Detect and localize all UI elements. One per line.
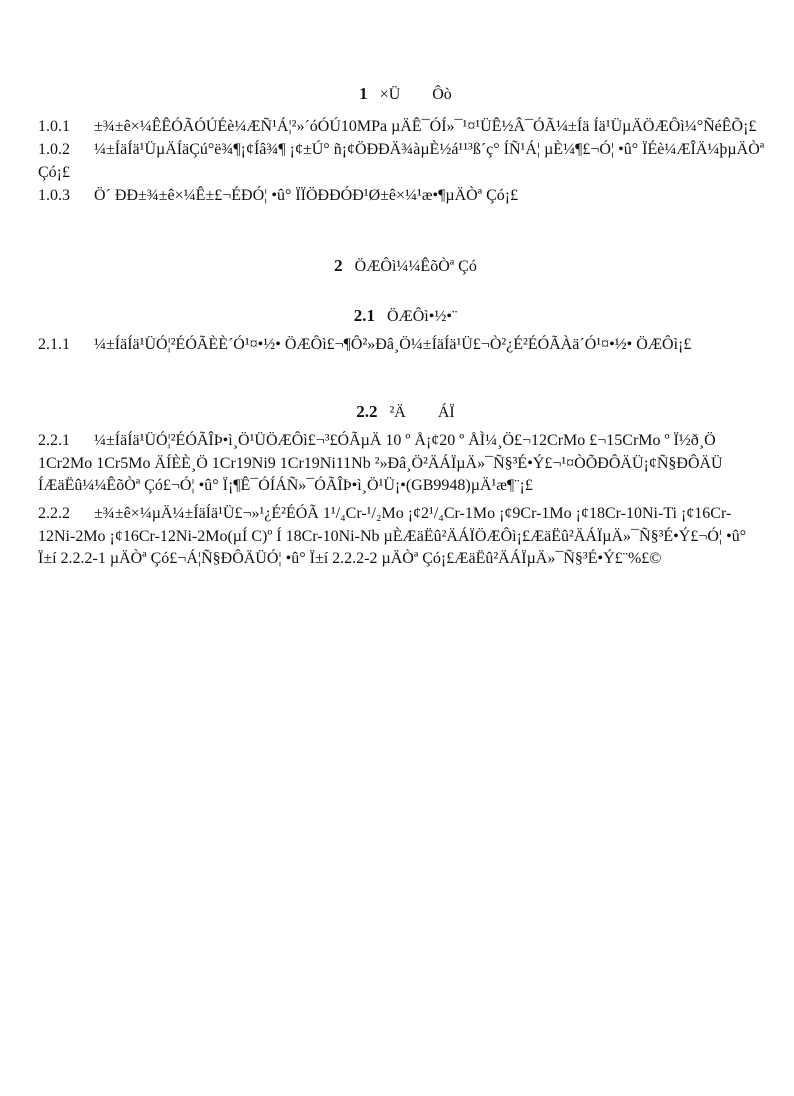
paragraph-text: ¼±ÍäÍä¹ÜÓ¦²ÉÓÃÈÈ´Ó¹¤•½• ÖÆÔì£¬¶Ô²»Ðâ¸Ö¼±ÍäÍä¹Ü£¬Ò²¿É²ÉÓÃÀä´Ó¹¤•½• ÖÆÔì¡£ bbox=[94, 336, 692, 353]
paragraph-number: 2.1.1 bbox=[38, 336, 70, 353]
paragraph-number: 1.0.2 bbox=[38, 141, 70, 158]
paragraph-text: ¼±ÍäÍä¹ÜÓ¦²ÉÓÃÎÞ•ì¸Ö¹ÜÖÆÔì£¬³£ÓÃµÄ 10 º Å¡¢20 º ÅÌ¼¸Ö£¬12CrMo £¬15CrMo º Ï½ð¸Ö 1Cr2Mo 1Cr5Mo ÄÍÈÈ¸Ö 1Cr19Ni9 1Cr19Ni11Nb ²»Ðâ¸Ö²ÄÁÏµÄ»¯Ñ§³É•Ý£¬¹¤ÒÕÐÔÄÜ¡¢Ñ§ÐÔÄÜ ÍÆäËû¼¼ÊõÒª Çó£¬Ó¦ •û° Ï¡¶Ê¯ÓÍÁÑ»¯ÓÃÎÞ•ì¸Ö¹Ü¡•(GB9948)µÄ¹æ¶¨¡£ bbox=[38, 432, 723, 494]
paragraph-2-2-1 bbox=[38, 430, 766, 498]
subsection-title: ²Ä ÁÏ bbox=[389, 404, 455, 421]
subsection-number: 2.1 bbox=[353, 306, 375, 325]
paragraph-2-1-1 bbox=[38, 334, 766, 357]
section-title: ×Ü Ôò bbox=[379, 86, 452, 103]
paragraph-text: Ö´ ÐÐ±¾±ê×¼Ê±£¬ÉÐÓ¦ •û° ÏÏÖÐÐÓÐ¹Ø±ê×¼¹æ•¶µÄÒª Çó¡£ bbox=[94, 187, 519, 204]
subsection-number: 2.2 bbox=[356, 402, 378, 421]
section-1-heading bbox=[0, 64, 794, 124]
paragraph-text: ±¾±ê×¼ÊÊÓÃÓÚÉè¼ÆÑ¹Á¦²»´óÓÚ10MPa µÄÊ¯ÓÍ»¯¹¤¹ÜÊ½Â¯ÓÃ¼±Íä Íä¹ÜµÄÖÆÔì¼°ÑéÊÕ¡£ bbox=[94, 118, 757, 135]
paragraph-number: 1.0.3 bbox=[38, 187, 70, 204]
paragraph-number: 1.0.1 bbox=[38, 118, 70, 135]
subsection-title: ÖÆÔì•½•¨ bbox=[386, 308, 458, 325]
section-number: 1 bbox=[359, 84, 368, 103]
paragraph-2-2-2 bbox=[38, 503, 766, 571]
paragraph-1-0-1 bbox=[38, 116, 766, 139]
paragraph-1-0-2 bbox=[38, 139, 766, 184]
paragraph-text: ¼±ÍäÍä¹ÜµÄÍäÇú°ë¾¶¡¢Íâ¾¶ ¡¢±Ú° ñ¡¢ÖÐÐÄ¾àµÈ½á¹¹³ß´ç° ÍÑ¹Á¦ µÈ¼¶£¬Ó¦ •û° ÏÉè¼ÆÎÄ¼þµÄÒª Çó¡£ bbox=[38, 141, 765, 181]
paragraph-number: 2.2.2 bbox=[38, 505, 70, 522]
paragraph-number: 2.2.1 bbox=[38, 432, 70, 449]
section-number: 2 bbox=[334, 256, 343, 275]
paragraph-text: ±¾±ê×¼µÄ¼±ÍäÍä¹Ü£¬»¹¿É²ÉÓÃ 1¹/₄Cr-¹/₂Mo ¡¢2¹/₄Cr-1Mo ¡¢9Cr-1Mo ¡¢18Cr-10Ni-Ti ¡¢16Cr-12Ni-2Mo ¡¢16Cr-12Ni-2Mo(µÍ C)º Í 18Cr-10Ni-Nb µÈÆäËû²ÄÁÏÖÆÔì¡£ÆäËû²ÄÁÏµÄ»¯Ñ§³É•Ý£¬Ó¦ •û° Ï±í 2.2.2-1 µÄÒª Çó£¬Á¦Ñ§ÐÔÄÜÓ¦ •û° Ï±í 2.2.2-2 µÄÒª Çó¡£ÆäËû²ÄÁÏµÄ»¯Ñ§³É•Ý£¨%£© bbox=[38, 505, 747, 567]
section-title: ÖÆÔì¼¼ÊõÒª Çó bbox=[354, 258, 477, 275]
paragraph-1-0-3 bbox=[38, 185, 766, 208]
